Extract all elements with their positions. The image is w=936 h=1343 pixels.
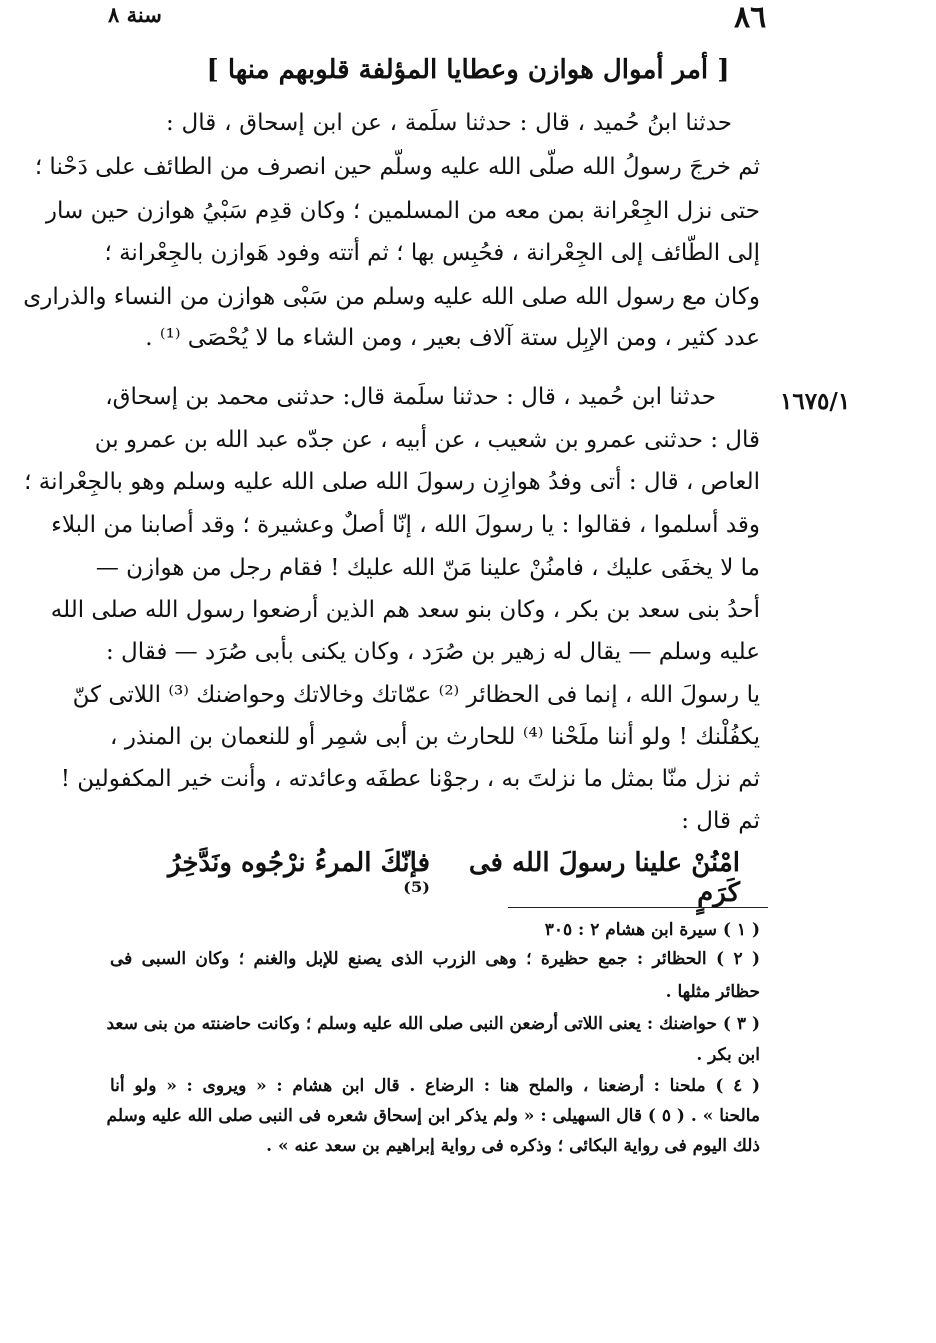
footnote-2: ( ٢ ) الحظائر : جمع حظيرة ؛ وهى الزرب الذى يصنع للإبل والغنم ؛ وكان السبى فى bbox=[110, 949, 760, 969]
text-line: عليه وسلم — يقال له زهير بن صُرَد ، وكان يكنى بأبى صُرَد — فقال : bbox=[105, 639, 760, 665]
verse-hemistich-1: امْنُنْ علينا رسولَ الله فى كَرَمٍ bbox=[468, 848, 740, 908]
text-line: حدثنا ابنُ حُميد ، قال : حدثنا سلَمة ، عن ابن إسحاق ، قال : bbox=[166, 110, 732, 136]
year-label: سنة ٨ bbox=[108, 2, 162, 27]
footnote-4-5: مالحنا » . ( ٥ ) قال السهيلى : « ولم يذكر ابن إسحاق شعره فى النبى صلى الله عليه وسلم bbox=[106, 1106, 760, 1126]
footnote-5-continued: ذلك اليوم فى رواية البكائى ؛ وذكره فى رواية إبراهيم بن سعد عنه » . bbox=[266, 1136, 760, 1156]
footnote-3-continued: ابن بكر . bbox=[696, 1045, 760, 1065]
footnote-divider bbox=[508, 907, 768, 908]
text-line: أحدُ بنى سعد بن بكر ، وكان بنو سعد هم الذين أرضعوا رسول الله صلى الله bbox=[50, 597, 760, 623]
text-line: يكفُلْنك ! ولو أننا ملَحْنا ⁽⁴⁾ للحارث بن أبى شمِر أو للنعمان بن المنذر ، bbox=[110, 724, 760, 750]
verse-hemistich-2: فإنّكَ المرءُ نرْجُوه ونَدَّخِرُ ⁽⁵⁾ bbox=[168, 848, 430, 908]
text-line: يا رسولَ الله ، إنما فى الحظائر ⁽²⁾ عمّاتك وخالاتك وحواضنك ⁽³⁾ اللاتى كنّ bbox=[72, 682, 760, 708]
text-line: ثم خرجَ رسولُ الله صلّى الله عليه وسلّم حين انصرف من الطائف على دَحْنا ؛ bbox=[34, 154, 760, 180]
text-line: قال : حدثنى عمرو بن شعيب ، عن أبيه ، عن جدّه عبد الله بن عمرو بن bbox=[94, 427, 760, 453]
text-line: ما لا يخفَى عليك ، فامنُنْ علينا مَنّ الله عليك ! فقام رجل من هوازن — bbox=[95, 555, 760, 581]
footnote-1: ( ١ ) سيرة ابن هشام ٢ : ٣٠٥ bbox=[544, 920, 760, 940]
footnote-2-continued: حظائر مثلها . bbox=[665, 982, 760, 1002]
text-line: حدثنا ابن حُميد ، قال : حدثنا سلَمة قال: حدثنى محمد بن إسحاق، bbox=[105, 384, 716, 410]
hadith-number: ١٦٧٥/١ bbox=[780, 388, 851, 415]
page-number: ٨٦ bbox=[734, 0, 767, 35]
text-line: وقد أسلموا ، فقالوا : يا رسولَ الله ، إنّا أصلٌ وعشيرة ؛ وقد أصابنا من البلاء bbox=[51, 512, 760, 538]
text-line: إلى الطّائف إلى الجِعْرانة ، فحُبِس بها ؛ ثم أتته وفود هَوازن بالجِعْرانة ؛ bbox=[104, 240, 760, 266]
text-line: عدد كثير ، ومن الإبِل ستة آلاف بعير ، ومن الشاء ما لا يُحْصَى ⁽¹⁾ . bbox=[145, 325, 760, 351]
footnote-4: ( ٤ ) ملحنا : أرضعنا ، والملح هنا : الرضاع . قال ابن هشام : « ويروى : « ولو أنا bbox=[110, 1076, 760, 1096]
text-line: حتى نزل الجِعْرانة بمن معه من المسلمين ؛ وكان قدِم سَبْيُ هوازن حين سار bbox=[45, 198, 760, 224]
section-heading: [ أمر أموال هوازن وعطايا المؤلفة قلوبهم منها ] bbox=[206, 55, 730, 85]
text-line: العاص ، قال : أتى وفدُ هوازِن رسولَ الله صلى الله عليه وسلم وهو بالجِعْرانة ؛ bbox=[24, 469, 760, 495]
text-line: ثم قال : bbox=[681, 808, 760, 834]
text-line: ثم نزل منّا بمثل ما نزلتَ به ، رجوْنا عطفَه وعائدته ، وأنت خير المكفولين ! bbox=[60, 766, 760, 792]
footnote-3: ( ٣ ) حواضنك : يعنى اللاتى أرضعن النبى صلى الله عليه وسلم ؛ وكانت حاضنته من بنى سعد bbox=[106, 1014, 760, 1034]
text-line: وكان مع رسول الله صلى الله عليه وسلم من سَبْى هوازن من النساء والذرارى bbox=[23, 284, 760, 310]
